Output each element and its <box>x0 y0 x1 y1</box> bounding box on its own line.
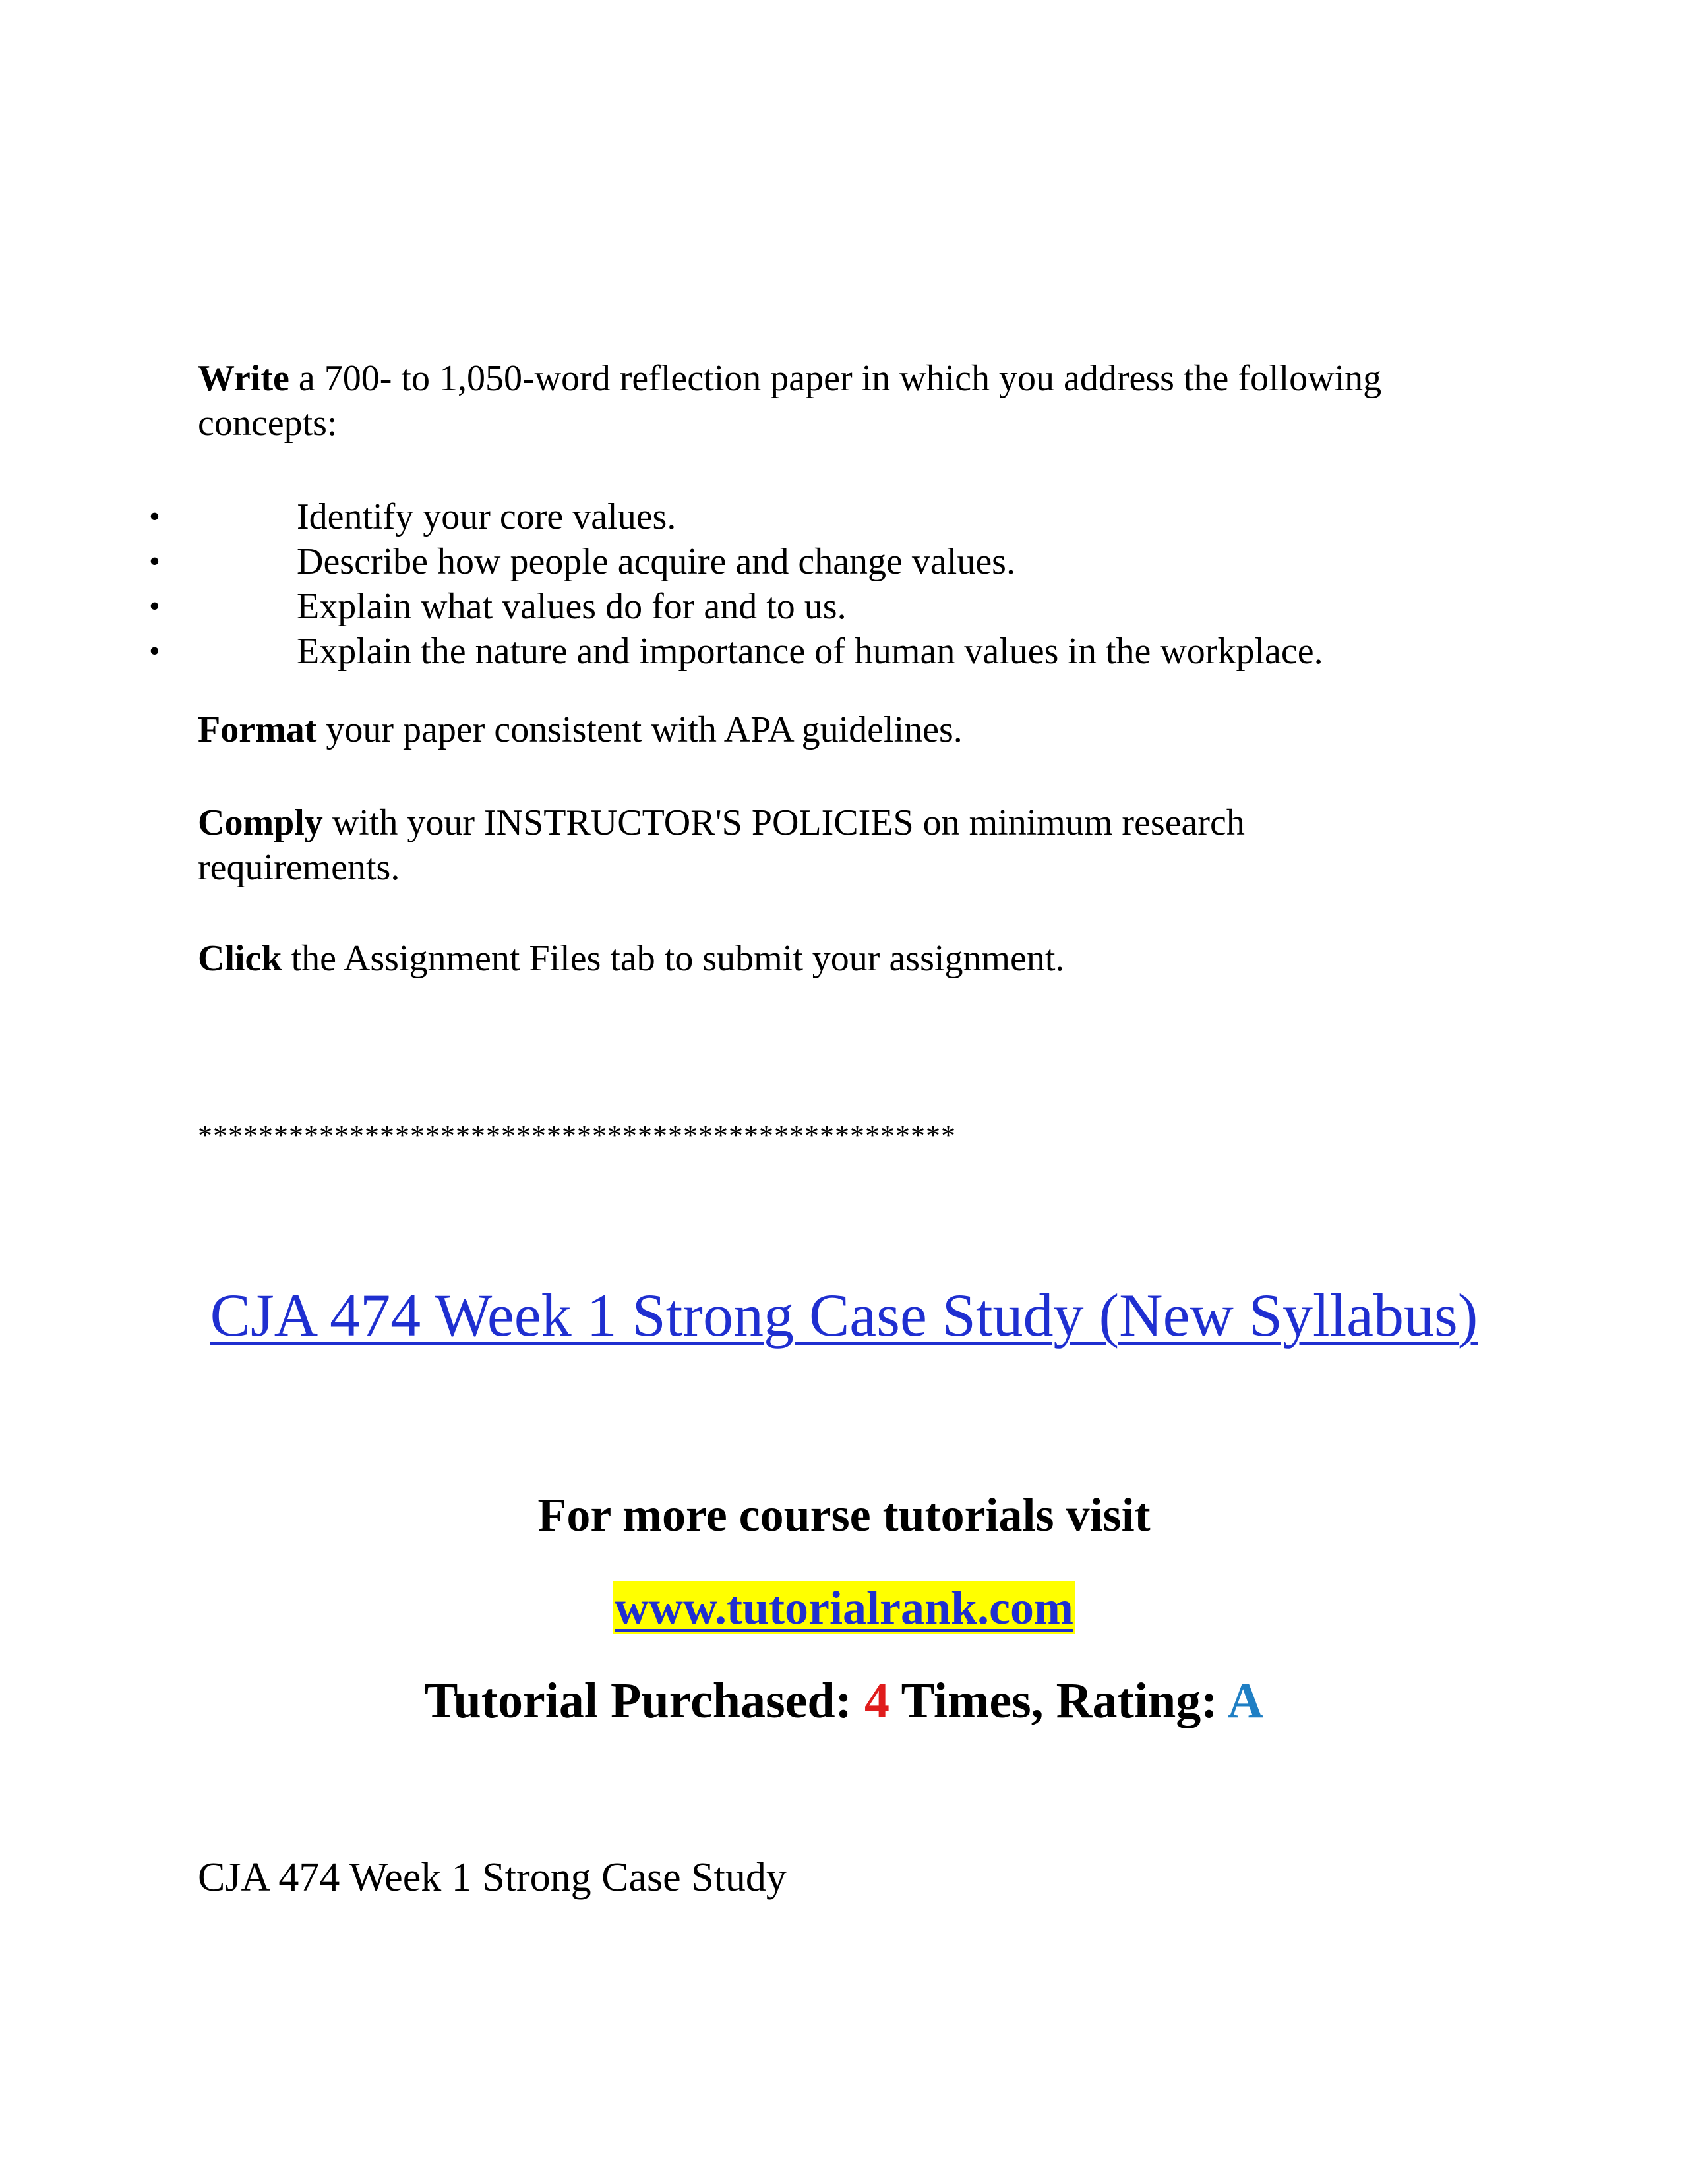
purchase-rating-line <box>0 1671 1688 1730</box>
bullet-icon: • <box>149 544 160 579</box>
purchase-count: 4 <box>864 1673 889 1728</box>
tutorialrank-link[interactable]: www.tutorialrank.com <box>615 1581 1073 1634</box>
list-item-text: Explain what values do for and to us. <box>297 586 847 627</box>
list-item <box>0 494 1688 539</box>
comply-text: with your INSTRUCTOR'S POLICIES on minimum research requirements. <box>198 802 1245 888</box>
click-text: the Assignment Files tab to submit your assignment. <box>282 938 1065 979</box>
list-item-text: Identify your core values. <box>297 496 677 537</box>
click-paragraph <box>198 936 1484 981</box>
format-keyword: Format <box>198 709 317 750</box>
footer-title: CJA 474 Week 1 Strong Case Study <box>198 1855 787 1900</box>
intro-paragraph <box>198 356 1484 446</box>
purchased-label: Tutorial Purchased: <box>424 1673 864 1728</box>
comply-keyword: Comply <box>198 802 323 843</box>
format-text: your paper consistent with APA guidelines. <box>316 709 963 750</box>
format-paragraph <box>198 707 1484 752</box>
bullet-icon: • <box>149 634 160 668</box>
concept-list <box>0 494 1688 674</box>
write-keyword: Write <box>198 358 289 399</box>
rating-value: A <box>1227 1673 1264 1728</box>
list-item-text: Describe how people acquire and change values. <box>297 541 1015 582</box>
times-rating-label: Times, Rating: <box>889 1673 1228 1728</box>
click-keyword: Click <box>198 938 282 979</box>
visit-text: For more course tutorials visit <box>537 1489 1151 1541</box>
intro-text: a 700- to 1,050-word reflection paper in which you address the following concepts: <box>198 358 1382 444</box>
bullet-icon: • <box>149 589 160 624</box>
comply-paragraph <box>198 800 1319 890</box>
bullet-icon: • <box>149 499 160 534</box>
course-title-link[interactable]: CJA 474 Week 1 Strong Case Study (New Syllabus) <box>210 1282 1478 1349</box>
list-item <box>0 539 1688 584</box>
list-item-text: Explain the nature and importance of human values in the workplace. <box>297 631 1323 672</box>
list-item <box>0 629 1688 674</box>
url-line <box>0 1579 1688 1636</box>
separator-line: ************************************************** <box>198 1119 956 1152</box>
list-item <box>0 584 1688 629</box>
